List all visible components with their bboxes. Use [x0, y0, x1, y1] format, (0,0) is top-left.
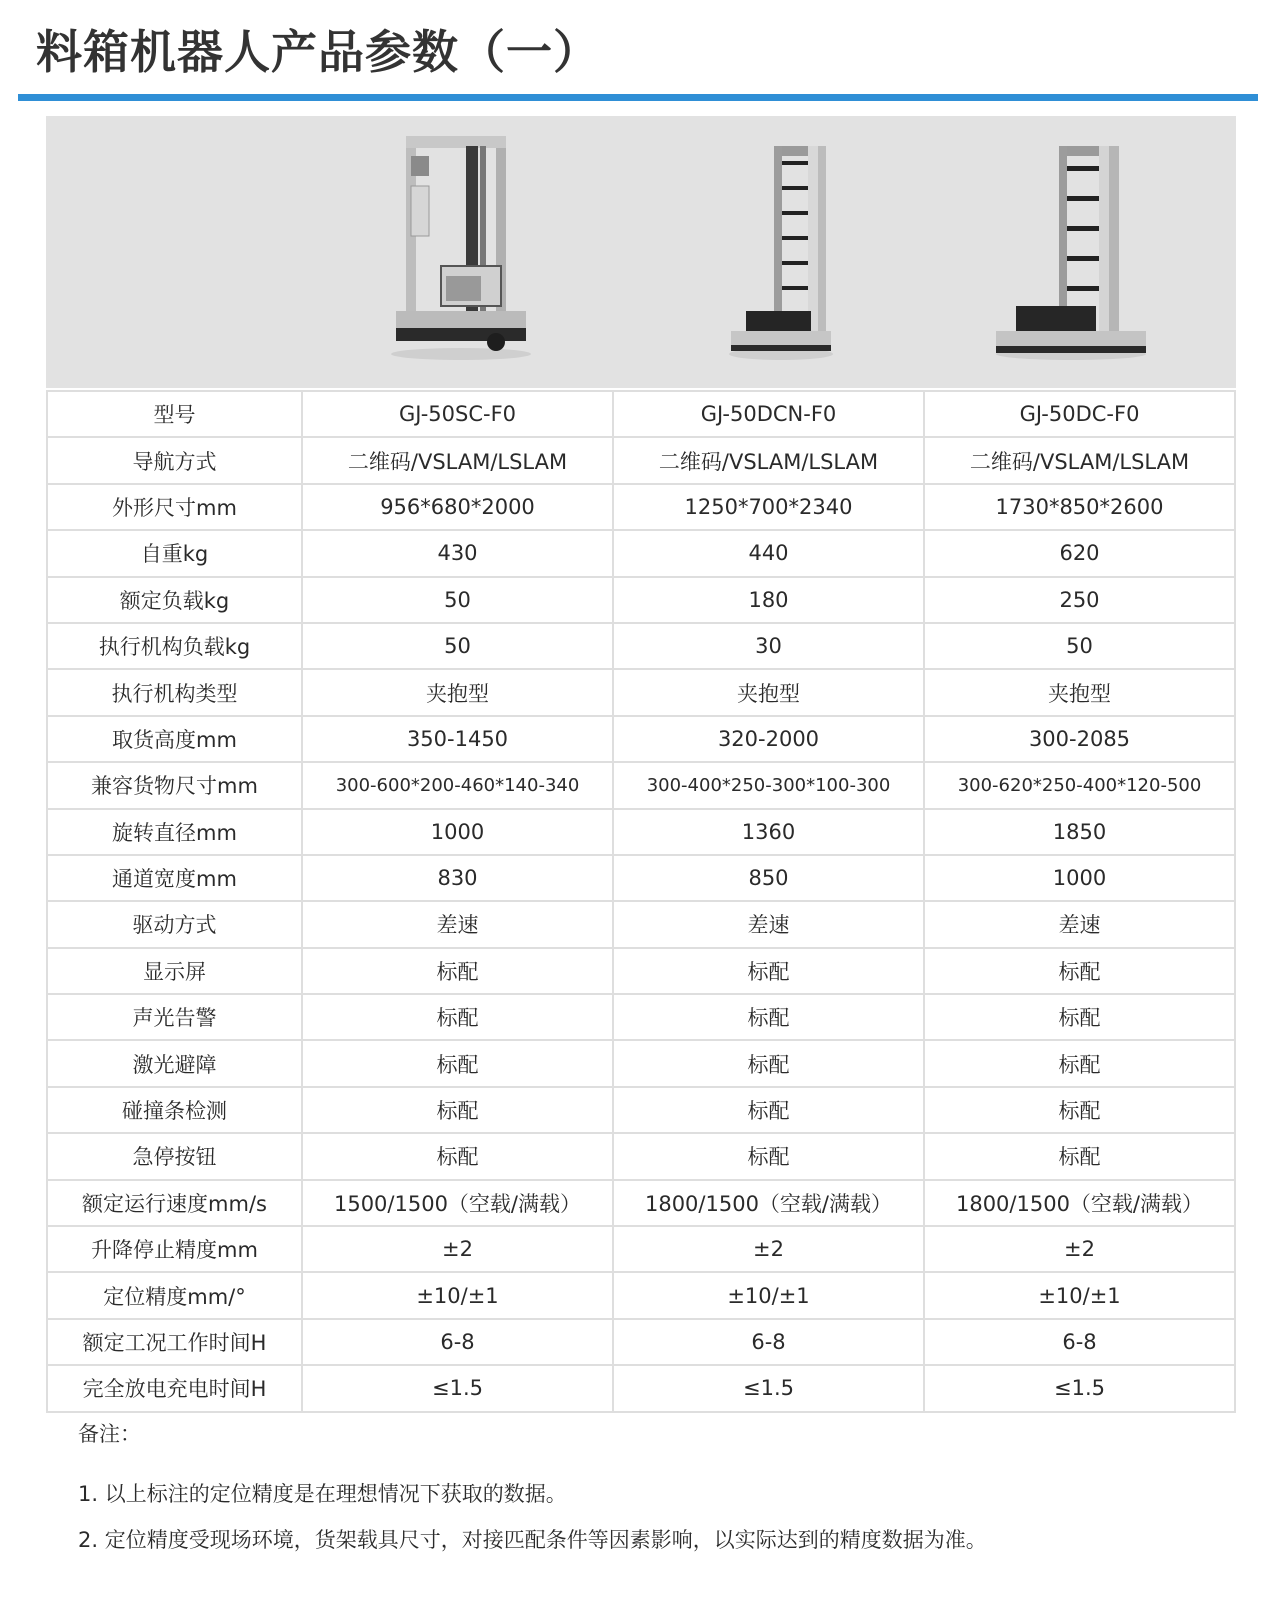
table-row — [47, 1180, 1235, 1226]
table-cell: 1730*850*2600 — [924, 484, 1235, 530]
table-cell: 标配 — [613, 1133, 924, 1179]
table-cell: 6-8 — [302, 1319, 613, 1365]
table-cell: 二维码/VSLAM/LSLAM — [613, 437, 924, 483]
table-cell: 标配 — [924, 948, 1235, 994]
table-cell: 180 — [613, 577, 924, 623]
table-cell: 50 — [302, 623, 613, 669]
table-cell: ±10/±1 — [302, 1272, 613, 1318]
row-label: 外形尺寸mm — [47, 484, 302, 530]
row-label: 声光告警 — [47, 994, 302, 1040]
table-cell: 50 — [924, 623, 1235, 669]
table-cell: 标配 — [302, 994, 613, 1040]
table-cell: 1000 — [302, 809, 613, 855]
table-cell: 标配 — [302, 1040, 613, 1086]
table-cell: 差速 — [613, 901, 924, 947]
table-cell: 440 — [613, 530, 924, 576]
page-title: 料箱机器人产品参数（一） — [36, 25, 600, 79]
robot-single-mast-icon — [386, 116, 536, 361]
table-cell: ±2 — [613, 1226, 924, 1272]
robot-double-column-large-icon — [991, 116, 1151, 361]
note-item: 2. 定位精度受现场环境，货架载具尺寸，对接匹配条件等因素影响，以实际达到的精度数据为准。 — [78, 1528, 987, 1552]
table-row — [47, 1272, 1235, 1318]
notes-section — [78, 1418, 987, 1570]
table-cell: 标配 — [613, 948, 924, 994]
table-cell: ≤1.5 — [613, 1365, 924, 1411]
table-cell: 差速 — [924, 901, 1235, 947]
row-label: 自重kg — [47, 530, 302, 576]
table-row — [47, 391, 1235, 437]
table-cell: ±2 — [924, 1226, 1235, 1272]
table-cell: 300-620*250-400*120-500 — [924, 762, 1235, 808]
table-cell: 30 — [613, 623, 924, 669]
table-cell: GJ-50DCN-F0 — [613, 391, 924, 437]
table-cell: 夹抱型 — [924, 669, 1235, 715]
table-row — [47, 1087, 1235, 1133]
table-cell: 1360 — [613, 809, 924, 855]
table-cell: GJ-50DC-F0 — [924, 391, 1235, 437]
table-cell: 夹抱型 — [302, 669, 613, 715]
table-cell: ±10/±1 — [924, 1272, 1235, 1318]
table-row — [47, 437, 1235, 483]
row-label: 急停按钮 — [47, 1133, 302, 1179]
table-row — [47, 623, 1235, 669]
table-cell: GJ-50SC-F0 — [302, 391, 613, 437]
table-row — [47, 1226, 1235, 1272]
table-cell: 夹抱型 — [613, 669, 924, 715]
table-row — [47, 1133, 1235, 1179]
table-row — [47, 484, 1235, 530]
table-cell: 300-2085 — [924, 716, 1235, 762]
table-cell: 320-2000 — [613, 716, 924, 762]
table-cell: 标配 — [613, 1087, 924, 1133]
table-cell: 6-8 — [613, 1319, 924, 1365]
table-cell: 300-600*200-460*140-340 — [302, 762, 613, 808]
row-label: 导航方式 — [47, 437, 302, 483]
row-label: 显示屏 — [47, 948, 302, 994]
table-cell: 50 — [302, 577, 613, 623]
table-cell: 956*680*2000 — [302, 484, 613, 530]
row-label: 执行机构负载kg — [47, 623, 302, 669]
table-cell: 标配 — [302, 948, 613, 994]
row-label: 型号 — [47, 391, 302, 437]
row-label: 驱动方式 — [47, 901, 302, 947]
table-row — [47, 530, 1235, 576]
table-row — [47, 809, 1235, 855]
row-label: 定位精度mm/° — [47, 1272, 302, 1318]
table-cell: 标配 — [924, 1087, 1235, 1133]
row-label: 旋转直径mm — [47, 809, 302, 855]
row-label: 额定负载kg — [47, 577, 302, 623]
table-cell: 1800/1500（空载/满载） — [924, 1180, 1235, 1226]
table-cell: 1250*700*2340 — [613, 484, 924, 530]
row-label: 升降停止精度mm — [47, 1226, 302, 1272]
row-label: 完全放电充电时间H — [47, 1365, 302, 1411]
table-cell: 标配 — [613, 1040, 924, 1086]
table-row — [47, 762, 1235, 808]
table-row — [47, 855, 1235, 901]
table-cell: 620 — [924, 530, 1235, 576]
row-label: 额定运行速度mm/s — [47, 1180, 302, 1226]
table-cell: 350-1450 — [302, 716, 613, 762]
row-label: 兼容货物尺寸mm — [47, 762, 302, 808]
table-row — [47, 1040, 1235, 1086]
table-row — [47, 1319, 1235, 1365]
row-label: 激光避障 — [47, 1040, 302, 1086]
table-row — [47, 994, 1235, 1040]
row-label: 执行机构类型 — [47, 669, 302, 715]
table-cell: 6-8 — [924, 1319, 1235, 1365]
table-cell: 1500/1500（空载/满载） — [302, 1180, 613, 1226]
table-row — [47, 716, 1235, 762]
row-label: 取货高度mm — [47, 716, 302, 762]
note-item: 1. 以上标注的定位精度是在理想情况下获取的数据。 — [78, 1482, 567, 1506]
table-row — [47, 577, 1235, 623]
spec-table — [46, 390, 1236, 1413]
row-label: 额定工况工作时间H — [47, 1319, 302, 1365]
table-row — [47, 948, 1235, 994]
notes-heading: 备注： — [78, 1422, 141, 1446]
table-cell: ≤1.5 — [302, 1365, 613, 1411]
row-label: 通道宽度mm — [47, 855, 302, 901]
table-cell: 1850 — [924, 809, 1235, 855]
table-cell: ≤1.5 — [924, 1365, 1235, 1411]
table-cell: 标配 — [302, 1087, 613, 1133]
table-cell: 标配 — [924, 1040, 1235, 1086]
table-cell: 标配 — [302, 1133, 613, 1179]
table-cell: 250 — [924, 577, 1235, 623]
robot-double-column-icon — [726, 116, 836, 361]
table-row — [47, 901, 1235, 947]
table-row — [47, 669, 1235, 715]
table-cell: 1000 — [924, 855, 1235, 901]
table-cell: 300-400*250-300*100-300 — [613, 762, 924, 808]
row-label: 碰撞条检测 — [47, 1087, 302, 1133]
table-cell: 差速 — [302, 901, 613, 947]
table-cell: 二维码/VSLAM/LSLAM — [302, 437, 613, 483]
table-cell: 标配 — [924, 1133, 1235, 1179]
title-underline — [18, 94, 1258, 101]
table-cell: 850 — [613, 855, 924, 901]
table-cell: 430 — [302, 530, 613, 576]
table-cell: 1800/1500（空载/满载） — [613, 1180, 924, 1226]
table-cell: 830 — [302, 855, 613, 901]
table-cell: ±2 — [302, 1226, 613, 1272]
table-cell: 二维码/VSLAM/LSLAM — [924, 437, 1235, 483]
table-cell: 标配 — [613, 994, 924, 1040]
table-cell: 标配 — [924, 994, 1235, 1040]
table-row — [47, 1365, 1235, 1411]
table-cell: ±10/±1 — [613, 1272, 924, 1318]
product-image-panel — [46, 116, 1236, 388]
